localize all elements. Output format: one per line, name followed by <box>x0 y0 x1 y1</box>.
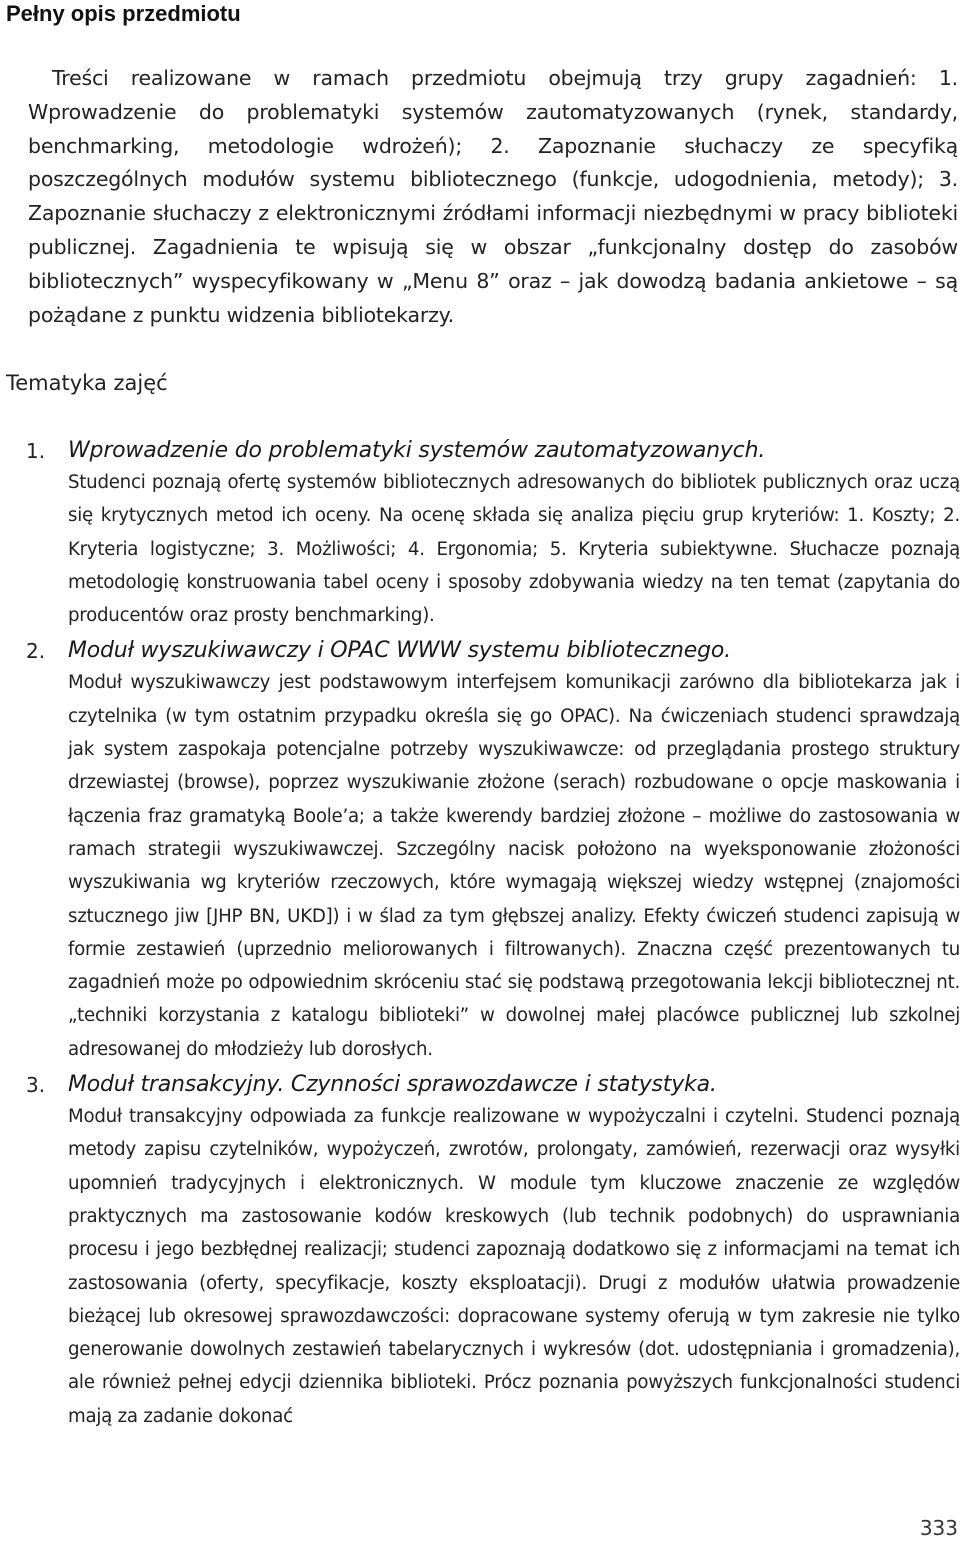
list-item <box>0 1070 960 1433</box>
page-number: 333 <box>919 1516 958 1540</box>
section-title: Pełny opis przedmiotu <box>6 1 241 26</box>
topic-number: 1. <box>26 439 46 463</box>
topic-number: 2. <box>26 639 46 664</box>
topic-title: Wprowadzenie do problematyki systemów zautomatyzowanych. <box>68 438 766 463</box>
topic-body: Moduł transakcyjny odpowiada za funkcje realizowane w wypożyczalni i czytelni. Studenci poznają metody zapisu czytelników, wypożyczeń, zwrotów, prolongaty, zamówień, rezerwacji oraz wysyłki upomnień tradycyjnych i elektronicznych. W module tym kluczowe znaczenie ze względów praktycznych ma zastosowanie kodów kreskowych (lub technik podobnych) do usprawniania procesu i jego bezbłędnej realizacji; studenci zapoznają dodatkowo się z informacjami na temat ich zastosowania (oferty, specyfikacje, koszty eksploatacji). Drugi z modułów ułatwia prowadzenie bieżącej lub okresowej sprawozdawczości: dopracowane systemy oferują w tym zakresie nie tylko generowanie dowolnych zestawień tabelarycznych i wykresów (dot. udostępniania i gromadzenia), ale również pełnej edycji dziennika biblioteki. Prócz poznania powyższych funkcjonalności studenci mają za zadanie dokonać <box>68 1106 960 1427</box>
topic-title: Moduł wyszukiwawczy i OPAC WWW systemu bibliotecznego. <box>68 638 731 664</box>
topic-title: Moduł transakcyjny. Czynności sprawozdawcze i statystyka. <box>68 1072 717 1098</box>
topic-number: 3. <box>26 1073 46 1098</box>
topics-heading: Tematyka zajęć <box>6 371 168 395</box>
intro-paragraph: Treści realizowane w ramach przedmiotu obejmują trzy grupy zagadnień: 1. Wprowadzenie do problematyki systemów zautomatyzowanych (rynek, standardy, benchmarking, metodologie wdrożeń); 2. Zapoznanie słuchaczy ze specyfiką poszczególnych modułów systemu bibliotecznego (funkcje, udogodnienia, metody); 3. Zapoznanie słuchaczy z elektronicznymi źródłami informacji niezbędnymi w pracy biblioteki publicznej. Zagadnienia te wpisują się w obszar „funkcjonalny dostęp do zasobów bibliotecznych” wyspecyfikowany w „Menu 8” oraz – jak dowodzą badania ankietowe – są pożądane z punktu widzenia bibliotekarzy. <box>28 66 958 327</box>
list-item <box>0 636 960 1066</box>
topic-body: Moduł wyszukiwawczy jest podstawowym interfejsem komunikacji zarówno dla bibliotekarza jak i czytelnika (w tym ostatnim przypadku określa się go OPAC). Na ćwiczeniach studenci sprawdzają jak system zaspokaja potencjalne potrzeby wyszukiwawcze: od przeglądania prostego struktury drzewiastej (browse), poprzez wyszukiwanie złożone (serach) rozbudowane o opcje maskowania i łączenia fraz gramatyką Boole’a; a także kwerendy bardziej złożone – możliwe do zastosowania w ramach strategii wyszukiwawczej. Szczególny nacisk położono na wyeksponowanie złożoności wyszukiwania wg kryteriów rzeczowych, które wymagają większej wiedzy wstępnej (znajomości sztucznego jiw [JHP BN, UKD]) i w ślad za tym głębszej analizy. Efekty ćwiczeń studenci zapisują w formie zestawień (uprzednio meliorowanych i filtrowanych). Znaczna część prezentowanych tu zagadnień może po odpowiednim skróceniu stać się podstawą przegotowania lekcji bibliotecznej nt. „techniki korzystania z katalogu biblioteki” w dowolnej małej placówce publicznej lub szkolnej adresowanej do młodzieży lub dorosłych. <box>68 672 960 1060</box>
topics-list <box>0 436 960 1437</box>
list-item <box>0 436 960 632</box>
topic-body: Studenci poznają ofertę systemów bibliotecznych adresowanych do bibliotek publicznych oraz uczą się krytycznych metod ich oceny. Na ocenę składa się analiza pięciu grup kryteriów: 1. Koszty; 2. Kryteria logistyczne; 3. Możliwości; 4. Ergonomia; 5. Kryteria subiektywne. Słuchacze poznają metodologię konstruowania tabel oceny i sposoby zdobywania wiedzy na ten temat (zapytania do producentów oraz prosty benchmarking). <box>68 472 960 627</box>
